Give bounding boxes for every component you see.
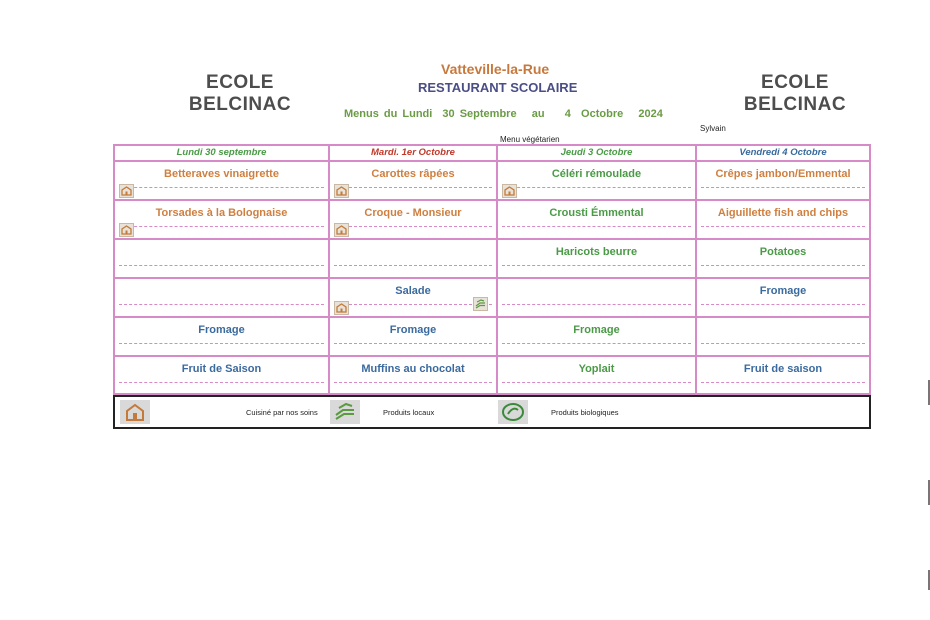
day-header: Lundi 30 septembre <box>115 146 328 162</box>
dashed-line <box>119 382 324 383</box>
menu-item: Croque - Monsieur <box>364 207 462 219</box>
school-name-right-line2: BELCINAC <box>743 94 847 115</box>
menu-item: Yoplait <box>578 363 615 375</box>
day-column <box>496 144 697 395</box>
legend-local-label: Produits locaux <box>383 408 435 417</box>
dashed-line <box>334 343 492 344</box>
dashed-line <box>334 304 492 305</box>
menu-cell <box>697 318 869 357</box>
menu-item: Carottes râpées <box>371 168 455 180</box>
menu-cell <box>330 162 496 201</box>
menu-cell <box>498 201 695 240</box>
menu-cell <box>697 201 869 240</box>
menu-item: Crêpes jambon/Emmental <box>715 168 851 180</box>
dashed-line <box>701 304 865 305</box>
menu-item: Potatoes <box>759 246 807 258</box>
menu-item: Betteraves vinaigrette <box>164 168 279 180</box>
menu-item: Fromage <box>573 324 620 336</box>
dashed-line <box>502 265 691 266</box>
day-column <box>328 144 498 395</box>
menu-cell <box>115 201 328 240</box>
menu-cell <box>697 240 869 279</box>
signature: Sylvain <box>700 124 726 133</box>
house-icon <box>334 223 349 237</box>
dashed-line <box>334 226 492 227</box>
day-header: Jeudi 3 Octobre <box>498 146 695 162</box>
menu-item: Torsades à la Bolognaise <box>155 207 288 219</box>
menu-cell <box>498 279 695 318</box>
school-name-left-line2: BELCINAC <box>188 94 292 115</box>
house-icon <box>334 301 349 315</box>
school-name-left <box>185 72 295 116</box>
menu-cell <box>330 279 496 318</box>
menu-item: Fruit de Saison <box>181 363 262 375</box>
menu-cell <box>115 240 328 279</box>
dashed-line <box>119 304 324 305</box>
legend-homemade-label: Cuisiné par nos soins <box>246 408 318 417</box>
week-dates: Menus du Lundi 30 Septembre au 4 Octobre 2024 <box>344 108 663 120</box>
local-products-icon <box>473 297 488 311</box>
menu-item: Céléri rémoulade <box>551 168 642 180</box>
menu-cell <box>330 357 496 396</box>
menu-cell <box>330 201 496 240</box>
menu-item: Fruit de saison <box>743 363 823 375</box>
legend <box>113 395 871 429</box>
menu-table <box>113 144 871 395</box>
dashed-line <box>334 265 492 266</box>
local-products-icon <box>330 400 360 424</box>
dashed-line <box>502 304 691 305</box>
menu-cell <box>498 318 695 357</box>
house-icon <box>120 400 150 424</box>
menu-item: Muffins au chocolat <box>361 363 465 375</box>
menu-item: Aiguillette fish and chips <box>717 207 849 219</box>
house-icon <box>119 223 134 237</box>
menu-cell <box>330 318 496 357</box>
restaurant-title: RESTAURANT SCOLAIRE <box>418 80 578 95</box>
day-header: Mardi. 1er Octobre <box>330 146 496 162</box>
menu-item: Fromage <box>198 324 245 336</box>
dashed-line <box>502 343 691 344</box>
day-header: Vendredi 4 Octobre <box>697 146 869 162</box>
dashed-line <box>701 265 865 266</box>
menu-cell <box>115 357 328 396</box>
day-column <box>695 144 871 395</box>
menu-item: Fromage <box>759 285 807 297</box>
school-name-left-line1: ECOLE <box>206 72 274 93</box>
dashed-line <box>334 382 492 383</box>
organic-icon <box>498 400 528 424</box>
menu-cell <box>498 357 695 396</box>
dashed-line <box>502 226 691 227</box>
day-column <box>113 144 330 395</box>
dashed-line <box>502 382 691 383</box>
menu-cell <box>115 279 328 318</box>
dashed-line <box>119 187 324 188</box>
legend-organic-label: Produits biologiques <box>551 408 619 417</box>
house-icon <box>119 184 134 198</box>
dashed-line <box>701 226 865 227</box>
school-name-right <box>740 72 850 116</box>
menu-cell <box>498 240 695 279</box>
dashed-line <box>701 343 865 344</box>
dashed-line <box>119 343 324 344</box>
vegetarian-note: Menu végétarien <box>500 135 560 144</box>
house-icon <box>502 184 517 198</box>
menu-cell <box>697 279 869 318</box>
house-icon <box>334 184 349 198</box>
town-name: Vatteville-la-Rue <box>441 61 550 77</box>
dashed-line <box>701 187 865 188</box>
dashed-line <box>119 226 324 227</box>
dashed-line <box>334 187 492 188</box>
dashed-line <box>502 187 691 188</box>
menu-cell <box>498 162 695 201</box>
menu-cell <box>697 357 869 396</box>
menu-item: Salade <box>395 285 431 297</box>
menu-item: Fromage <box>389 324 437 336</box>
menu-cell <box>697 162 869 201</box>
menu-cell <box>115 162 328 201</box>
menu-cell <box>330 240 496 279</box>
dashed-line <box>701 382 865 383</box>
menu-item: Crousti Émmental <box>549 207 644 219</box>
menu-cell <box>115 318 328 357</box>
school-name-right-line1: ECOLE <box>761 72 829 93</box>
menu-item: Haricots beurre <box>555 246 638 258</box>
dashed-line <box>119 265 324 266</box>
